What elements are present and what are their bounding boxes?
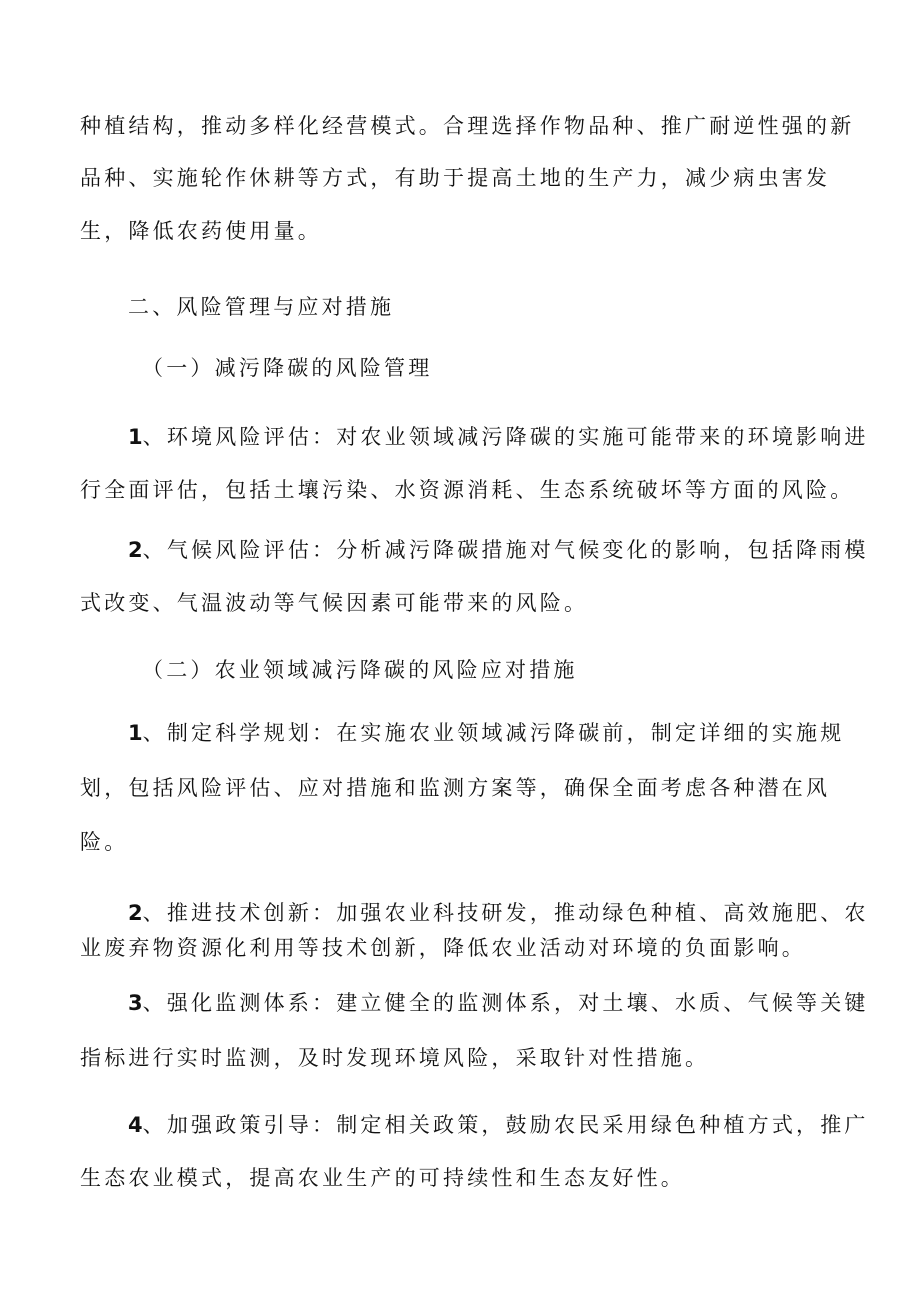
subsection-heading: （二）农业领域减污降碳的风险应对措施	[142, 658, 578, 682]
item-text: 、气候风险评估：分析减污降碳措施对气候变化的影响，包括降雨模	[142, 538, 869, 562]
paragraph-line: 生，降低农药使用量。	[80, 219, 322, 243]
list-item-line	[128, 1110, 869, 1140]
item-number: 1	[128, 721, 143, 745]
item-text: 、制定科学规划：在实施农业领域减污降碳前，制定详细的实施规	[142, 721, 845, 745]
list-item-line: 行全面评估，包括土壤污染、水资源消耗、生态系统破坏等方面的风险。	[80, 478, 855, 502]
list-item-line	[128, 718, 844, 748]
subsection-heading: （一）减污降碳的风险管理	[142, 356, 433, 380]
paragraph-line: 品种、实施轮作休耕等方式，有助于提高土地的生产力，减少病虫害发	[80, 166, 831, 190]
list-item-line	[128, 535, 869, 565]
item-number: 2	[128, 538, 143, 562]
list-item-line: 险。	[80, 830, 129, 854]
item-number: 4	[128, 1113, 143, 1137]
list-item-line: 划，包括风险评估、应对措施和监测方案等，确保全面考虑各种潜在风	[80, 776, 831, 800]
list-item-line: 指标进行实时监测，及时发现环境风险，采取针对性措施。	[80, 1046, 710, 1070]
list-item-line	[128, 422, 869, 452]
list-item-line	[128, 898, 869, 928]
item-number: 3	[128, 991, 143, 1015]
item-text: 、环境风险评估：对农业领域减污降碳的实施可能带来的环境影响进	[142, 425, 869, 449]
item-text: 、加强政策引导：制定相关政策，鼓励农民采用绿色种植方式，推广	[142, 1113, 869, 1137]
section-heading: 二、风险管理与应对措施	[128, 295, 395, 319]
list-item-line: 业废弃物资源化利用等技术创新，降低农业活动对环境的负面影响。	[80, 936, 806, 960]
item-text: 、强化监测体系：建立健全的监测体系，对土壤、水质、气候等关键	[142, 991, 869, 1015]
list-item-line: 生态农业模式，提高农业生产的可持续性和生态友好性。	[80, 1166, 685, 1190]
paragraph-line: 种植结构，推动多样化经营模式。合理选择作物品种、推广耐逆性强的新	[80, 114, 855, 138]
item-number: 1	[128, 425, 143, 449]
list-item-line	[128, 988, 869, 1018]
list-item-line: 式改变、气温波动等气候因素可能带来的风险。	[80, 591, 589, 615]
item-text: 、推进技术创新：加强农业科技研发，推动绿色种植、高效施肥、农	[142, 901, 869, 925]
item-number: 2	[128, 901, 143, 925]
